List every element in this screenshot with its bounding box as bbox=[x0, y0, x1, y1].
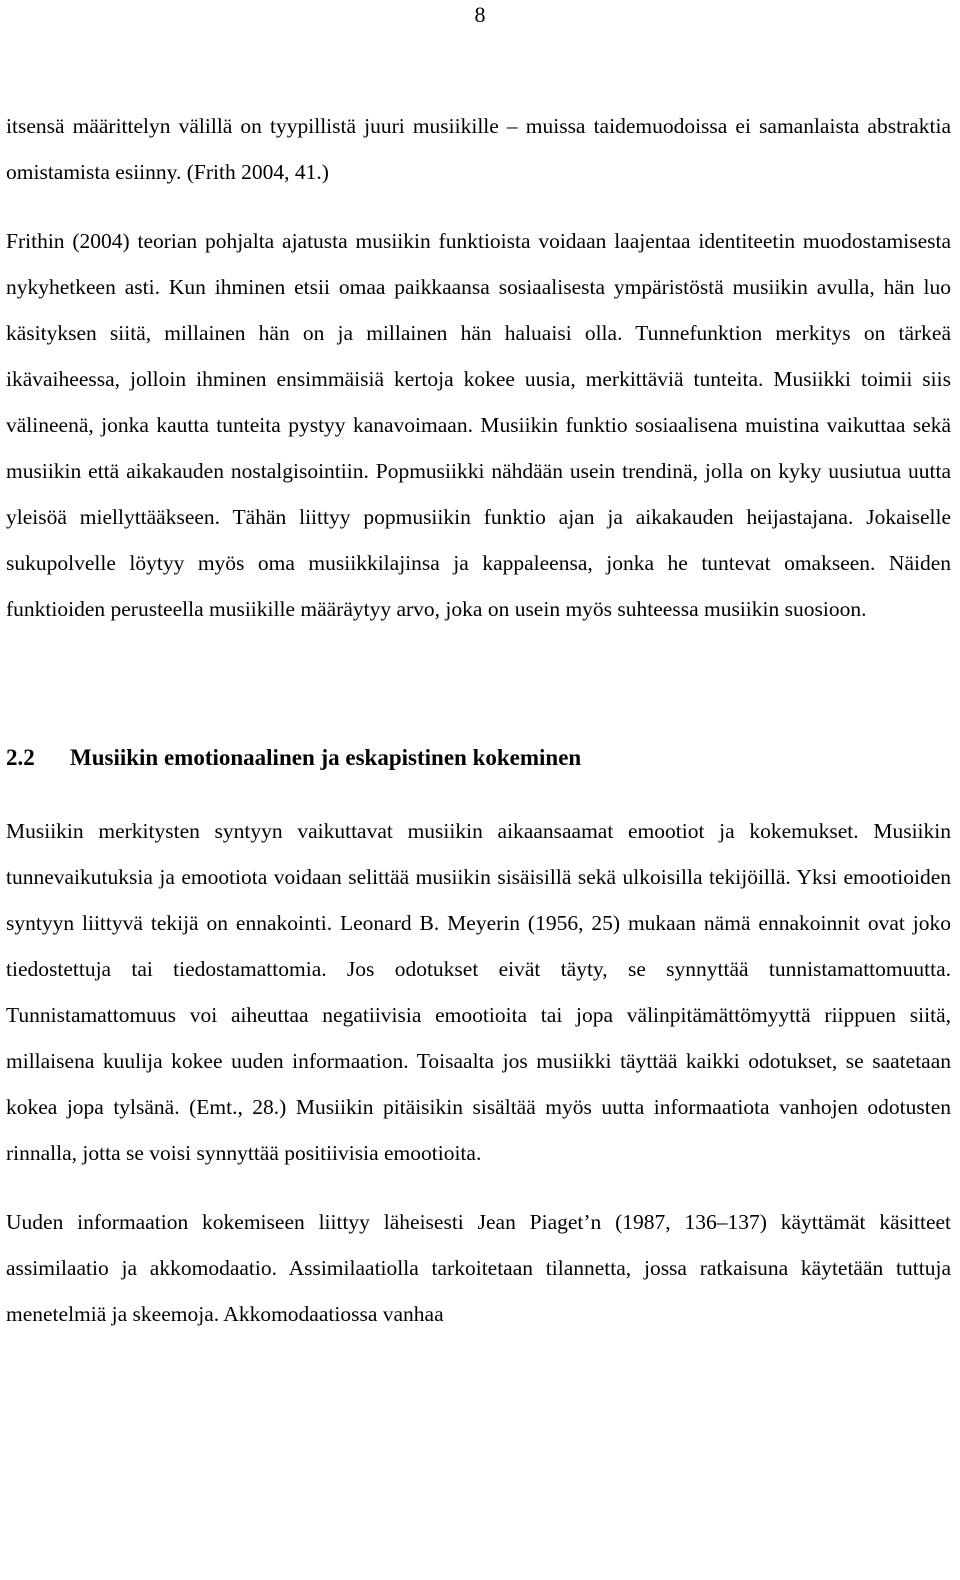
document-body bbox=[6, 103, 951, 1337]
page-number: 8 bbox=[474, 2, 486, 27]
section-title: Musiikin emotionaalinen ja eskapistinen kokeminen bbox=[70, 745, 582, 770]
paragraph-continuation: itsensä määrittelyn välillä on tyypillistä juuri musiikille – muissa taidemuodoissa ei samanlaista abstraktia omistamista esiinny. (Frith 2004, 41.) bbox=[6, 114, 951, 184]
paragraph-piaget: Uuden informaation kokemiseen liittyy läheisesti Jean Piaget’n (1987, 136–137) käyttämät käsitteet assimilaatio ja akkomodaatio. Assimilaatiolla tarkoitetaan tilannetta, jossa ratkaisuna käytetään tuttuja menetelmiä ja skeemoja. Akkomodaatiossa vanhaa bbox=[6, 1210, 951, 1326]
section-heading bbox=[6, 738, 951, 778]
paragraph-emotions: Musiikin merkitysten syntyyn vaikuttavat musiikin aikaansaamat emootiot ja kokemukset. Musiikin tunnevaikutuksia ja emootiota voidaan selittää musiikin sisäisillä sekä ulkoisilla tekijöillä. Yksi emootioiden syntyyn liittyvä tekijä on ennakointi. Leonard B. Meyerin (1956, 25) mukaan nämä ennakoinnit ovat joko tiedostettuja tai tiedostamattomia. Jos odotukset eivät täyty, se synnyttää tunnistamattomuutta. Tunnistamattomuus voi aiheuttaa negatiivisia emootioita tai jopa välinpitämättömyyttä riippuen siitä, millaisena kuulija kokee uuden informaation. Toisaalta jos musiikki täyttää kaikki odotukset, se saatetaan kokea jopa tylsänä. (Emt., 28.) Musiikin pitäisikin sisältää myös uutta informaatiota vanhojen odotusten rinnalla, jotta se voisi synnyttää positiivisia emootioita. bbox=[6, 819, 951, 1165]
section-number: 2.2 bbox=[6, 745, 35, 770]
paragraph-music-functions: Frithin (2004) teorian pohjalta ajatusta musiikin funktioista voidaan laajentaa identiteetin muodostamisesta nykyhetkeen asti. Kun ihminen etsii omaa paikkaansa sosiaalisesta ympäristöstä musiikin avulla, hän luo käsityksen siitä, millainen hän on ja millainen hän haluaisi olla. Tunnefunktion merkitys on tärkeä ikävaiheessa, jolloin ihminen ensimmäisiä kertoja kokee uusia, merkittäviä tunteita. Musiikki toimii siis välineenä, jonka kautta tunteita pystyy kanavoimaan. Musiikin funktio sosiaalisena muistina vaikuttaa sekä musiikin että aikakauden nostalgisointiin. Popmusiikki nähdään usein trendinä, jolla on kyky uusiutua uutta yleisöä miellyttääkseen. Tähän liittyy popmusiikin funktio ajan ja aikakauden heijastajana. Jokaiselle sukupolvelle löytyy myös oma musiikkilajinsa ja kappaleensa, jonka he tuntevat omakseen. Näiden funktioiden perusteella musiikille määräytyy arvo, joka on usein myös suhteessa musiikin suosioon. bbox=[6, 229, 951, 621]
